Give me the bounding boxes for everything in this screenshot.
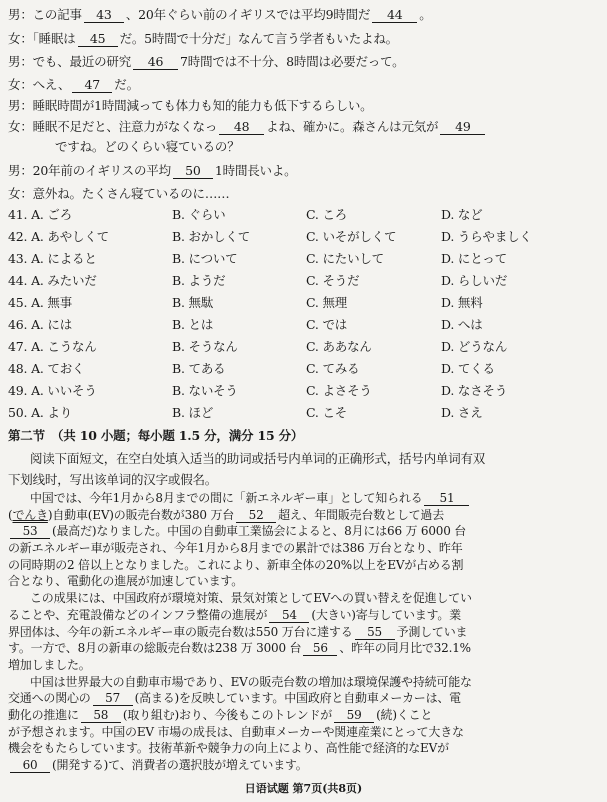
- instructions: 下划线时，写出该单词的汉字或假名。: [8, 472, 218, 487]
- instructions: 阅读下面短文，在空白处填入适当的助词或括号内单词的正确形式，括号内单词有双: [30, 451, 486, 466]
- dialogue-line: 男：睡眠時間が1時間減っても体力も知的能力も低下するらしい。: [8, 98, 373, 113]
- dialogue-line: ですね。どのくらい寝ているの？: [55, 139, 240, 154]
- passage-line: この成果には、中国政府が環境対策、景気対策としてEVへの買い替えを促進してい: [30, 591, 472, 606]
- blank-57: 57: [93, 691, 133, 706]
- blank-46: 46: [133, 55, 178, 70]
- passage-line: ることや、充電設備などのインフラ整備の進展が 54 (大きい)寄与しています。業: [8, 607, 461, 622]
- blank-51: 51: [424, 491, 469, 506]
- dialogue-line: 男：この記事 43 、20年ぐらい前のイギリスでは平均9時間だ 44 。: [8, 7, 432, 22]
- dialogue-line: 女：意外ね。たくさん寝ているのに……: [8, 186, 230, 201]
- passage-line: の新エネルギー車が販売され、今年1月から8月までの累計では386 万台となり、昨年: [8, 541, 463, 556]
- blank-50: 50: [173, 164, 213, 179]
- passage-line: 60 (開発する)て、消費者の選択肢が増えています。: [0, 758, 607, 773]
- blank-52: 52: [236, 508, 276, 523]
- exam-page: 男：この記事 43 、20年ぐらい前のイギリスでは平均9時間だ 44 。 女：「睡眠は 45 だ。5時間で十分だ」なんて言う学者もいたよね。 男：でも、最近の研究 46 7時間では不十分、8時間は必要だって。 女：へえ、 47 だ。 男：睡眠時間が1時間減っても体力も知的能力も低下するらしい。 女：睡眠不足だと、注意力がなくなっ 48 よね、確かに。森さんは元気が 49 ですね。どのくらい寝ているの？ 男：20年前のイギリスの平均 50 1時間長いよ。 女：意外ね。たくさん寝ているのに…… 41. A. ごろ B. ぐらい C. ころ D. など 42. A. あやしくて B. おかしくて C. いそがしくて D. うらやましく 43. A. によると B. について C. にたいして D. にとって 44. A. みたいだ B. ようだ C. そうだ D. らしいだ 45. A. 無事 B. 無駄 C. 無理 D. 無料 46. A. には B. とは C. では D. へは 47. A. こうなん B. そうなん C. ああなん D. どうなん 48. A. ておく B. てある C. てみる D. てくる 49. A. いいそう B. ないそう C. よさそう D. なさそう 50. A. より B. ほど C. こそ D. さえ 第二节 （共 10 小题；每小题 1.5 分，满分 15 分） 阅读下面短文，在空白处填入适当的助词或括号内单词的正确形式，括号内单词有双 下划线时，写出该单词的汉字或假名。 中国では、今年1月から8月までの間に「新エネルギー車」として知られる 51 (でんき)自動車(EV)の販売台数が380 万台 52 超え、年間販売台数として過去 53 (最高だ)なりました。中国の自動車工業協会によると、8月には66 万 6000 台 の新エネルギー車が販売され、今年1月から8月までの累計では386 万台となり、昨年 の同時期の2 倍以上となりました。これにより、新車全体の20%以上をEVが占める割 合となり、電動化の進展が加速しています。 この成果には、中国政府が環境対策、景気対策としてEVへの買い替えを促進してい ることや、充電設備などのインフラ整備の進展が 54 (大きい)寄与しています。業 界団体は、今年の新エネルギー車の販売台数は550 万台に達する 55 予測していま す。一方で、8月の新車の総販売台数は238 万 3000 台 56 、昨年の同月比で32.1% 増加しました。 中国は世界最大の自動車市場であり、EVの販売台数の増加は環境保護や持続可能な 交通への関心の 57 (高まる)を反映しています。中国政府と自動車メーカーは、電 動化の推進に 58 (取り組む)おり、今後もこのトレンドが 59 (続)くこと が予想されます。中国のEV 市場の成長は、自動車メーカーや関連産業にとって大きな 機会をもたらしています。技術革新や競争力の向上により、高性能で経済的なEVが 60 (開発する)て、消費者の選択肢が増えています。 日语试题 第7页(共8页): [0, 0, 607, 802]
- section-heading: 第二节 （共 10 小题；每小题 1.5 分，满分 15 分）: [8, 428, 304, 443]
- dialogue-line: 女：「睡眠は 45 だ。5時間で十分だ」なんて言う学者もいたよね。: [8, 31, 398, 46]
- blank-58: 58: [81, 708, 121, 723]
- blank-56: 56: [303, 641, 337, 656]
- passage-line: の同時期の2 倍以上となりました。これにより、新車全体の20%以上をEVが占める割: [8, 557, 464, 572]
- dialogue-line: 女：へえ、 47 だ。: [8, 77, 139, 92]
- blank-48: 48: [219, 120, 264, 135]
- passage-line: 界団体は、今年の新エネルギー車の販売台数は550 万台に達する 55 予測していま: [8, 624, 468, 639]
- blank-60: 60: [10, 758, 50, 773]
- blank-47: 47: [72, 78, 112, 93]
- passage-line: (でんき)自動車(EV)の販売台数が380 万台 52 超え、年間販売台数として過去: [8, 507, 445, 522]
- double-underlined-word: でんき: [12, 507, 48, 522]
- passage-line: 動化の推進に 58 (取り組む)おり、今後もこのトレンドが 59 (続)くこと: [8, 707, 433, 722]
- passage-line: 中国は世界最大の自動車市場であり、EVの販売台数の増加は環境保護や持続可能な: [30, 674, 472, 689]
- passage-line: が予想されます。中国のEV 市場の成長は、自動車メーカーや関連産業にとって大きな: [8, 724, 464, 739]
- blank-45: 45: [78, 32, 118, 47]
- dialogue-line: 女：睡眠不足だと、注意力がなくなっ 48 よね、確かに。森さんは元気が 49: [0, 118, 607, 136]
- passage-line: 53 (最高だ)なりました。中国の自動車工業協会によると、8月には66 万 6000 台: [0, 524, 607, 539]
- dialogue-line: 男：でも、最近の研究 46 7時間では不十分、8時間は必要だって。: [8, 54, 405, 69]
- passage-line: 増加しました。: [8, 657, 91, 672]
- dialogue-line: 男：20年前のイギリスの平均 50 1時間長いよ。: [8, 163, 297, 178]
- blank-49: 49: [440, 120, 485, 135]
- page-footer: 日语试题 第7页(共8页): [244, 782, 363, 795]
- passage-line: 合となり、電動化の進展が加速しています。: [8, 574, 244, 589]
- blank-55: 55: [355, 625, 395, 640]
- passage-line: 交通への関心の 57 (高まる)を反映しています。中国政府と自動車メーカーは、電: [8, 691, 461, 706]
- blank-43: 43: [84, 8, 124, 23]
- passage-line: 機会をもたらしています。技術革新や競争力の向上により、高性能で経済的なEVが: [8, 741, 449, 756]
- blank-53: 53: [10, 524, 50, 539]
- blank-44: 44: [372, 8, 417, 23]
- passage-line: 中国では、今年1月から8月までの間に「新エネルギー車」として知られる 51: [0, 491, 607, 506]
- blank-54: 54: [269, 608, 309, 623]
- passage-line: す。一方で、8月の新車の総販売台数は238 万 3000 台 56 、昨年の同月比で32.1%: [8, 641, 471, 656]
- blank-59: 59: [334, 708, 374, 723]
